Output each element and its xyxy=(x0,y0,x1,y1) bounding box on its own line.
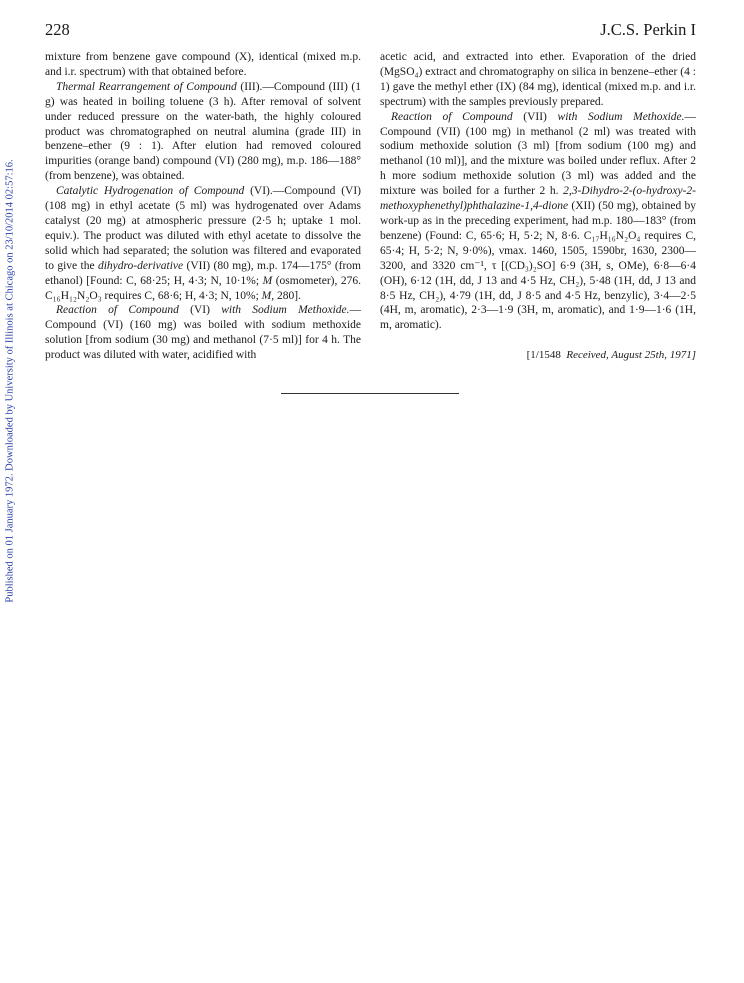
compound-name: 2,3-Dihydro-2-(o-hydroxy-2-methoxyphenethyl)phthalazine-1,4-dione xyxy=(380,185,697,213)
paragraph: mixture from benzene gave compound (X), identical (mixed m.p. and i.r. spectrum) with that obtained before. xyxy=(45,51,361,78)
page-number: 228 xyxy=(45,20,70,39)
paragraph: Reaction of Compound (VII) with Sodium Methoxide.—Compound (VII) (100 mg) in methanol (2 ml) was treated with sodium methoxide solution (3 ml) [from sodium (100 mg) and methanol (10 ml)], and the mixture was boiled under reflux. After 2 h more sodium methoxide solution (3 ml) was added and the mixture was boiled for a further 2 h. 2,3-Dihydro-2-(o-hydroxy-2-methoxyphenethyl)phthalazine-1,4-dione (XII) (50 mg), obtained by work-up as in the preceding experiment, had m.p. 180—183° (from benzene) (Found: C, 65·6; H, 5·2; N, 8·6. C₁₇H₁₆N₂O₄ requires C, 65·4; H, 5·2; N, 9·0%), νmax. 1460, 1505, 1590br, 1630, 2300—3200, and 3320 cm⁻¹, τ [(CD₃)₂SO] 6·9 (3H, s, OMe), 6·8—6·4 (OH), 6·12 (1H, dd, J 13 and 4·5 Hz, CH₂), 5·48 (1H, dd, J 13 and 8·5 Hz, CH₂), 4·79 (1H, dd, J 8·5 and 4·5 Hz, benzylic), 3·4—2·5 (4H, m, aromatic), 2·3—1·9 (3H, m, aromatic), and 1·9—1·6 (1H, m, aromatic). xyxy=(380,110,697,332)
download-watermark xyxy=(2,155,18,607)
paragraph: Catalytic Hydrogenation of Compound (VI).—Compound (VI) (108 mg) in ethyl acetate (5 ml) was hydrogenated over Adams catalyst (20 mg) at atmospheric pressure (2·5 h; uptake 1 mol. equiv.). The product was diluted with ethyl acetate to dissolve the solid which had separated; the solution was filtered and evaporated to give the dihydro-derivative (VII) (80 mg), m.p. 174—175° (from ethanol) [Found: C, 68·25; H, 4·3; N, 10·1%; M (osmometer), 276. C₁₆H₁₂N₂O₃ requires C, 68·6; H, 4·3; N, 10%; M, 280]. xyxy=(45,185,361,302)
reference-number: [1/1548 xyxy=(526,349,561,362)
journal-title: J.C.S. Perkin I xyxy=(600,20,696,39)
paragraph: Thermal Rearrangement of Compound (III).—Compound (III) (1 g) was heated in boiling toluene (3 h). After removal of solvent under reduced pressure on the water-bath, the highly coloured product was chromatographed on neutral alumina (grade III) in benzene–ether (9 : 1). After elution had removed coloured impurities (orange band) compound (VI) (280 mg), m.p. 186—188° (from benzene), was obtained. xyxy=(45,80,362,183)
left-column xyxy=(45,50,361,363)
section-heading: Reaction of Compound xyxy=(391,110,513,123)
section-heading: Catalytic Hydrogenation of Compound xyxy=(56,185,245,198)
paragraph: acetic acid, and extracted into ether. Evaporation of the dried (MgSO₄) extract and chromatography on silica in benzene–ether (4 : 1) gave the methyl ether (IX) (84 mg), identical (mixed m.p. and i.r. spectrum) with the samples previously prepared. xyxy=(380,51,696,108)
end-rule xyxy=(281,393,459,394)
section-heading: Thermal Rearrangement of Compound xyxy=(56,80,237,93)
section-heading: Reaction of Compound xyxy=(56,304,179,317)
received-date: Received, August 25th, 1971] xyxy=(566,349,696,362)
received-line xyxy=(380,348,696,363)
paragraph: Reaction of Compound (VI) with Sodium Methoxide.—Compound (VI) (160 mg) was boiled with sodium methoxide solution [from sodium (30 mg) and methanol (7·5 ml)] for 4 h. The product was diluted with water, acidified with xyxy=(45,304,361,362)
watermark-text: Published on 01 January 1972. Downloaded by University of Illinois at Chicago on 23/10/2014 02:57:16. xyxy=(4,159,16,603)
right-column xyxy=(380,50,696,363)
